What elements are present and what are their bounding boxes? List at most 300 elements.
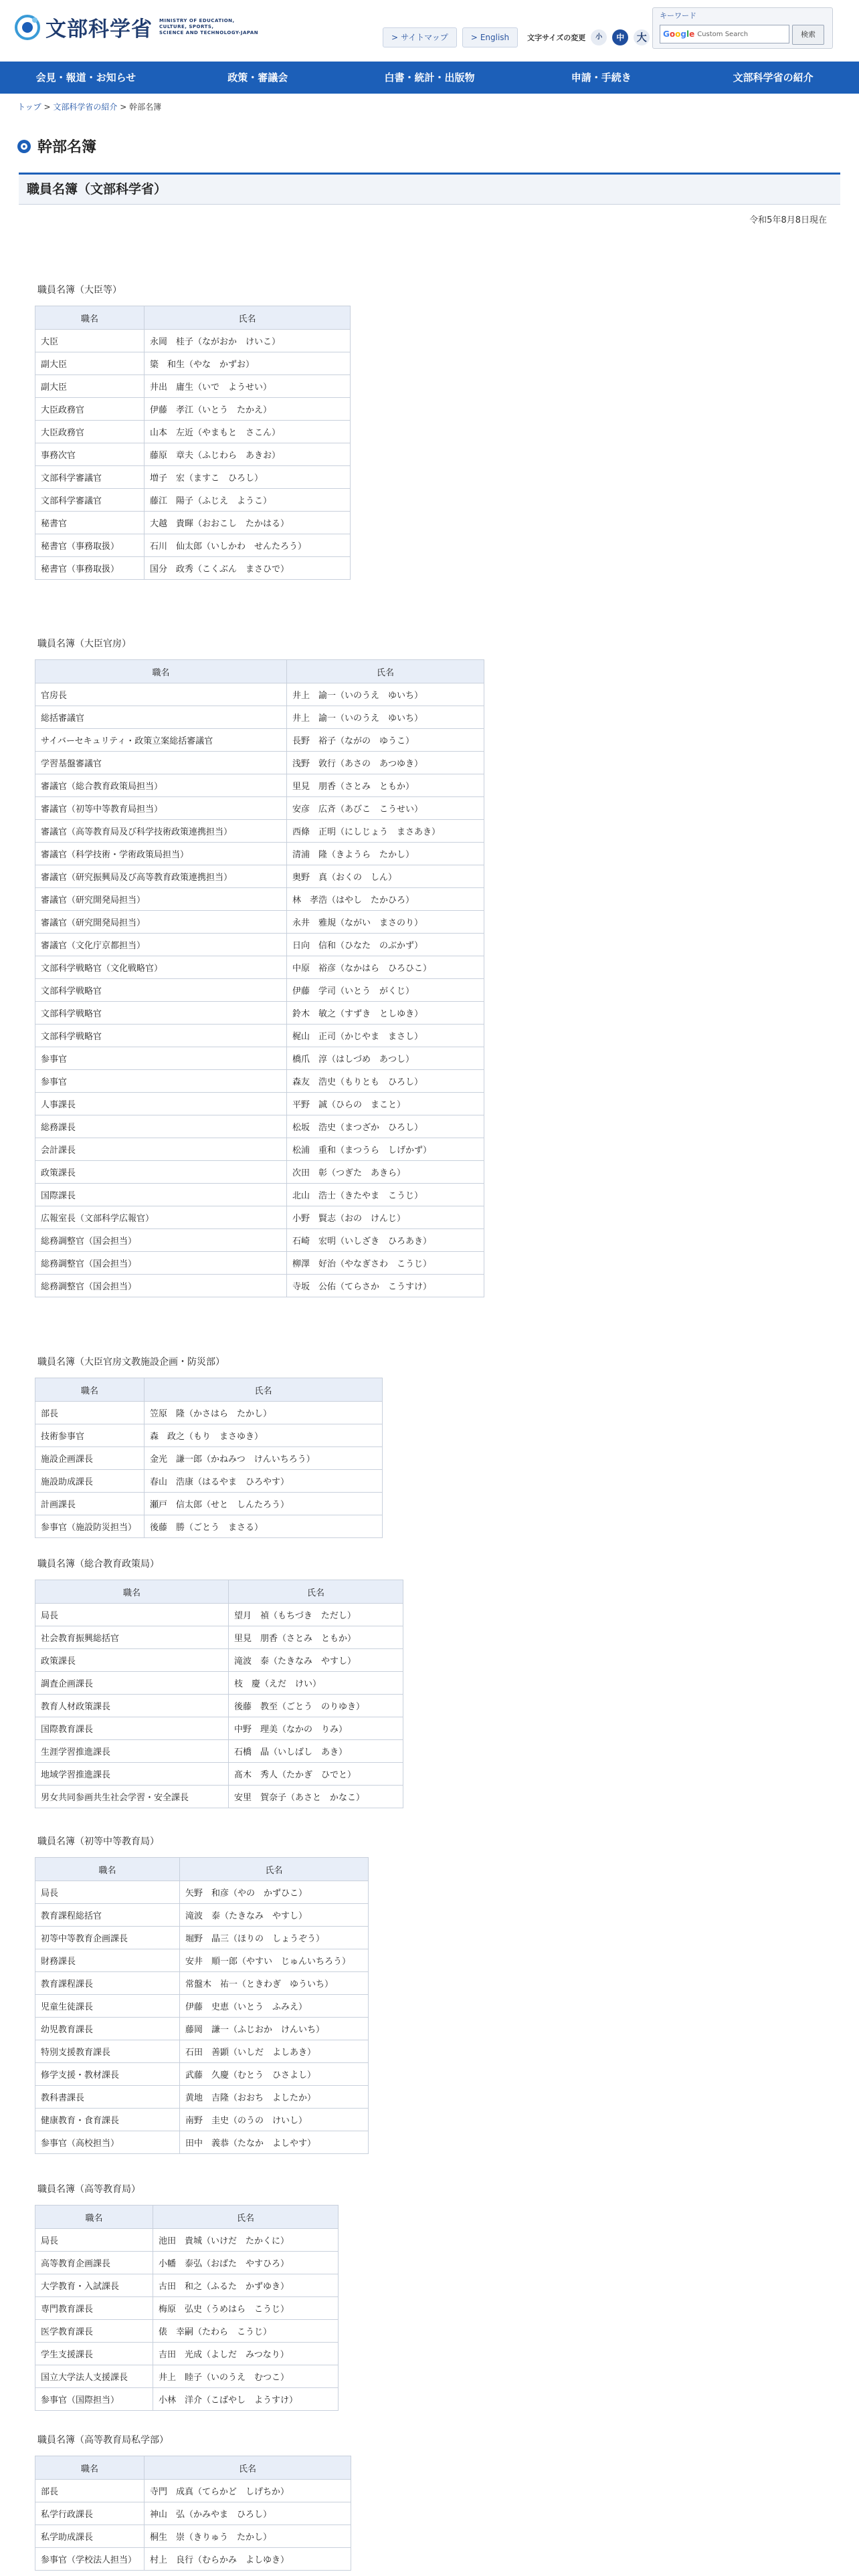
table-row	[35, 1927, 369, 1949]
table-row	[35, 2086, 369, 2109]
name-cell: 武藤 久慶（むとう ひさよし）	[180, 2063, 369, 2086]
post-cell: 参事官（高校担当）	[35, 2131, 180, 2154]
name-cell: 国分 政秀（こくぶん まさひで）	[145, 557, 351, 580]
name-cell: 安井 順一郎（やすい じゅんいちろう）	[180, 1949, 369, 1972]
post-cell: 秘書官（事務取扱）	[35, 557, 145, 580]
post-cell: 政策課長	[35, 1161, 287, 1184]
name-cell: 石川 仙太郎（いしかわ せんたろう）	[145, 534, 351, 557]
table-row	[35, 1402, 383, 1424]
name-cell: 里見 朋香（さとみ ともか）	[229, 1626, 403, 1649]
table-row	[35, 2480, 351, 2502]
table-row	[35, 1447, 383, 1470]
staff-table-block	[35, 2182, 339, 2411]
name-cell: 柳澤 好治（やなぎさわ こうじ）	[287, 1252, 484, 1275]
post-cell: 審議官（研究振興局及び高等教育政策連携担当）	[35, 865, 287, 888]
name-cell: 常盤木 祐一（ときわぎ ゆういち）	[180, 1972, 369, 1995]
column-header-post: 職名	[35, 1378, 145, 1402]
table-caption: 職員名簿（初等中等教育局）	[37, 1836, 159, 1847]
post-cell: 政策課長	[35, 1649, 229, 1672]
name-cell: 梶山 正司（かじやま まさし）	[287, 1025, 484, 1047]
search-input[interactable]	[660, 25, 789, 43]
post-cell: 私学行政課長	[35, 2502, 145, 2525]
post-cell: 専門教育課長	[35, 2297, 153, 2320]
name-cell: 瀬戸 信太郎（せと しんたろう）	[145, 1493, 383, 1515]
table-row	[35, 1493, 383, 1515]
post-cell: 学習基盤審議官	[35, 752, 287, 774]
column-header-name: 氏名	[153, 2206, 339, 2229]
staff-table	[35, 659, 484, 1297]
staff-table	[35, 1857, 369, 2154]
post-cell: 局長	[35, 1881, 180, 1904]
name-cell: 安里 賀奈子（あさと かなこ）	[229, 1786, 403, 1808]
post-cell: 大臣	[35, 330, 145, 352]
name-cell: 石田 善顕（いしだ よしあき）	[180, 2040, 369, 2063]
staff-table-block	[35, 1834, 369, 2154]
table-row	[35, 1695, 403, 1717]
post-cell: 施設企画課長	[35, 1447, 145, 1470]
table-row	[35, 1786, 403, 1808]
mext-logo[interactable]	[15, 12, 258, 42]
post-cell: 総括審議官	[35, 706, 287, 729]
table-row	[35, 1184, 484, 1206]
post-cell: 初等中等教育企画課長	[35, 1927, 180, 1949]
post-cell: 審議官（高等教育局及び科学技術政策連携担当）	[35, 820, 287, 843]
table-row	[35, 1206, 484, 1229]
table-row	[35, 2502, 351, 2525]
table-header-row	[35, 1858, 369, 1881]
name-cell: 寺坂 公佑（てらさか こうすけ）	[287, 1275, 484, 1297]
post-cell: サイバーセキュリティ・政策立案総括審議官	[35, 729, 287, 752]
name-cell: 寺門 成真（てらかど しげちか）	[145, 2480, 351, 2502]
post-cell: 文部科学戦略官	[35, 1002, 287, 1025]
post-cell: 児童生徒課長	[35, 1995, 180, 2018]
section-heading	[19, 173, 840, 205]
name-cell: 日向 信和（ひなた のぶかず）	[287, 934, 484, 956]
post-cell: 幼児教育課長	[35, 2018, 180, 2040]
table-header-row	[35, 1378, 383, 1402]
nav-publications[interactable]: 白書・統計・出版物	[384, 72, 475, 84]
name-cell: 井出 庸生（いで ようせい）	[145, 375, 351, 398]
column-header-post: 職名	[35, 660, 287, 683]
post-cell: 副大臣	[35, 375, 145, 398]
name-cell: 髙木 秀人（たかぎ ひでと）	[229, 1763, 403, 1786]
name-cell: 清浦 隆（きようら たかし）	[287, 843, 484, 865]
column-header-post: 職名	[35, 306, 145, 330]
table-row	[35, 1161, 484, 1184]
name-cell: 長野 裕子（ながの ゆうこ）	[287, 729, 484, 752]
logo-emblem-icon	[15, 15, 40, 40]
title-bullet-icon	[17, 140, 31, 153]
post-cell: 国立大学法人支援課長	[35, 2365, 153, 2388]
post-cell: 総務調整官（国会担当）	[35, 1229, 287, 1252]
table-row	[35, 2018, 369, 2040]
table-row	[35, 683, 484, 706]
table-caption: 職員名簿（大臣官房文教施設企画・防災部）	[37, 1357, 225, 1368]
table-row	[35, 1002, 484, 1025]
staff-table	[35, 1580, 403, 1808]
post-cell: 国際課長	[35, 1184, 287, 1206]
table-row	[35, 706, 484, 729]
post-cell: 参事官	[35, 1070, 287, 1093]
table-row	[35, 2525, 351, 2548]
name-cell: 堀野 晶三（ほりの しょうぞう）	[180, 1927, 369, 1949]
name-cell: 次田 彰（つぎた あきら）	[287, 1161, 484, 1184]
post-cell: 学生支援課長	[35, 2343, 153, 2365]
name-cell: 松浦 重和（まつうら しげかず）	[287, 1138, 484, 1161]
table-row	[35, 752, 484, 774]
name-cell: 笠原 隆（かさはら たかし）	[145, 1402, 383, 1424]
table-row	[35, 534, 351, 557]
page-title: 幹部名簿	[37, 139, 97, 156]
post-cell: 文部科学戦略官	[35, 1025, 287, 1047]
breadcrumb	[17, 101, 161, 112]
name-cell: 伊藤 孝江（いとう たかえ）	[145, 398, 351, 421]
table-row	[35, 1740, 403, 1763]
name-cell: 後藤 勝（ごとう まさる）	[145, 1515, 383, 1538]
name-cell: 田中 義恭（たなか よしやす）	[180, 2131, 369, 2154]
nav-about[interactable]: 文部科学省の紹介	[733, 72, 814, 84]
name-cell: 黄地 吉隆（おおち よしたか）	[180, 2086, 369, 2109]
search-label: キーワード	[660, 11, 696, 20]
post-cell: 大臣政務官	[35, 421, 145, 443]
table-row	[35, 2040, 369, 2063]
table-row	[35, 1763, 403, 1786]
nav-applications[interactable]: 申請・手続き	[571, 72, 632, 84]
table-row	[35, 774, 484, 797]
table-row	[35, 911, 484, 934]
post-cell: 参事官（施設防災担当）	[35, 1515, 145, 1538]
post-cell: 大学教育・入試課長	[35, 2274, 153, 2297]
table-header-row	[35, 1580, 403, 1604]
name-cell: 中野 理美（なかの りみ）	[229, 1717, 403, 1740]
table-caption: 職員名簿（大臣等）	[37, 285, 122, 296]
font-size-label: 文字サイズの変更	[527, 33, 586, 42]
table-row	[35, 2365, 339, 2388]
global-nav	[0, 62, 859, 94]
name-cell: 森友 浩史（もりとも ひろし）	[287, 1070, 484, 1093]
name-cell: 藤原 章夫（ふじわら あきお）	[145, 443, 351, 466]
post-cell: 審議官（研究開発局担当）	[35, 911, 287, 934]
staff-table-block	[35, 1355, 383, 1538]
name-cell: 里見 朋香（さとみ ともか）	[287, 774, 484, 797]
name-cell: 松坂 浩史（まつざか ひろし）	[287, 1115, 484, 1138]
table-row	[35, 1275, 484, 1297]
name-cell: 伊藤 学司（いとう がくじ）	[287, 979, 484, 1002]
column-header-post: 職名	[35, 2206, 153, 2229]
table-header-row	[35, 2206, 339, 2229]
name-cell: 望月 禎（もちづき ただし）	[229, 1604, 403, 1626]
staff-table-block	[35, 1557, 403, 1808]
table-row	[35, 888, 484, 911]
column-header-post: 職名	[35, 1580, 229, 1604]
name-cell: 永井 雅規（ながい まさのり）	[287, 911, 484, 934]
font-size-small-button[interactable]: 小	[591, 29, 607, 45]
page-title-area	[17, 136, 96, 156]
table-caption: 職員名簿（高等教育局）	[37, 2184, 140, 2195]
table-row	[35, 1138, 484, 1161]
sitemap-link[interactable]: > サイトマップ	[383, 27, 457, 47]
table-row	[35, 489, 351, 512]
name-cell: 桐生 崇（きりゅう たかし）	[145, 2525, 351, 2548]
table-row	[35, 1972, 369, 1995]
post-cell: 文部科学戦略官	[35, 979, 287, 1002]
table-row	[35, 2388, 339, 2411]
post-cell: 官房長	[35, 683, 287, 706]
name-cell: 古田 和之（ふるた かずゆき）	[153, 2274, 339, 2297]
post-cell: 教育人材政策課長	[35, 1695, 229, 1717]
name-cell: 大越 貴暉（おおこし たかはる）	[145, 512, 351, 534]
table-row	[35, 1672, 403, 1695]
google-logo: Google	[663, 29, 695, 39]
name-cell: 平野 誠（ひらの まこと）	[287, 1093, 484, 1115]
column-header-post: 職名	[35, 2456, 145, 2480]
post-cell: 審議官（科学技術・学術政策局担当）	[35, 843, 287, 865]
name-cell: 井上 睦子（いのうえ むつこ）	[153, 2365, 339, 2388]
table-row	[35, 1070, 484, 1093]
nav-press[interactable]: 会見・報道・お知らせ	[35, 72, 136, 84]
name-cell: 春山 浩康（はるやま ひろやす）	[145, 1470, 383, 1493]
table-row	[35, 1995, 369, 2018]
name-cell: 村上 良行（むらかみ よしゆき）	[145, 2548, 351, 2571]
table-caption: 職員名簿（高等教育局私学部）	[37, 2435, 169, 2446]
table-row	[35, 330, 351, 352]
table-row	[35, 1047, 484, 1070]
table-row	[35, 421, 351, 443]
name-cell: 後藤 教至（ごとう のりゆき）	[229, 1695, 403, 1717]
staff-table-block	[35, 283, 351, 580]
table-row	[35, 352, 351, 375]
post-cell: 医学教育課長	[35, 2320, 153, 2343]
post-cell: 特別支援教育課長	[35, 2040, 180, 2063]
name-cell: 池田 貴城（いけだ たかくに）	[153, 2229, 339, 2252]
name-cell: 井上 諭一（いのうえ ゆいち）	[287, 683, 484, 706]
table-row	[35, 1229, 484, 1252]
name-cell: 吉田 光成（よしだ みつなり）	[153, 2343, 339, 2365]
column-header-name: 氏名	[287, 660, 484, 683]
staff-table	[35, 306, 351, 580]
table-row	[35, 557, 351, 580]
table-row	[35, 2343, 339, 2365]
search-button[interactable]: 検索	[792, 25, 824, 45]
breadcrumb-current: 幹部名簿	[129, 102, 162, 112]
post-cell: 施設助成課長	[35, 1470, 145, 1493]
post-cell: 文部科学戦略官（文化戦略官）	[35, 956, 287, 979]
table-row	[35, 2229, 339, 2252]
table-row	[35, 1904, 369, 1927]
post-cell: 技術参事官	[35, 1424, 145, 1447]
name-cell: 俵 幸嗣（たわら こうじ）	[153, 2320, 339, 2343]
table-row	[35, 865, 484, 888]
nav-policy[interactable]: 政策・審議会	[227, 72, 288, 84]
name-cell: 小林 洋介（こばやし ようすけ）	[153, 2388, 339, 2411]
post-cell: 財務課長	[35, 1949, 180, 1972]
site-header	[0, 0, 859, 62]
name-cell: 奥野 真（おくの しん）	[287, 865, 484, 888]
table-row	[35, 956, 484, 979]
post-cell: 私学助成課長	[35, 2525, 145, 2548]
breadcrumb-separator: >	[120, 102, 127, 112]
table-caption: 職員名簿（総合教育政策局）	[37, 1559, 159, 1570]
logo-english: MINISTRY OF EDUCATION, CULTURE, SPORTS, SCIENCE AND TECHNOLOGY-JAPAN	[159, 18, 259, 35]
post-cell: 大臣政務官	[35, 398, 145, 421]
name-cell: 梅原 弘史（うめはら こうじ）	[153, 2297, 339, 2320]
table-row	[35, 1949, 369, 1972]
name-cell: 藤江 陽子（ふじえ ようこ）	[145, 489, 351, 512]
post-cell: 審議官（総合教育政策局担当）	[35, 774, 287, 797]
table-row	[35, 1649, 403, 1672]
name-cell: 林 孝浩（はやし たかひろ）	[287, 888, 484, 911]
name-cell: 中原 裕彦（なかはら ひろひこ）	[287, 956, 484, 979]
staff-table	[35, 2205, 339, 2411]
column-header-name: 氏名	[145, 2456, 351, 2480]
post-cell: 総務調整官（国会担当）	[35, 1275, 287, 1297]
breadcrumb-separator: >	[43, 102, 51, 112]
post-cell: 文部科学審議官	[35, 466, 145, 489]
column-header-name: 氏名	[229, 1580, 403, 1604]
post-cell: 審議官（研究開発局担当）	[35, 888, 287, 911]
table-row	[35, 466, 351, 489]
name-cell: 枝 慶（えだ けい）	[229, 1672, 403, 1695]
post-cell: 審議官（初等中等教育局担当）	[35, 797, 287, 820]
table-row	[35, 1470, 383, 1493]
name-cell: 永岡 桂子（ながおか けいこ）	[145, 330, 351, 352]
post-cell: 高等教育企画課長	[35, 2252, 153, 2274]
post-cell: 副大臣	[35, 352, 145, 375]
post-cell: 計画課長	[35, 1493, 145, 1515]
table-row	[35, 2320, 339, 2343]
table-row	[35, 934, 484, 956]
name-cell: 安彦 広斉（あびこ こうせい）	[287, 797, 484, 820]
search-box	[652, 7, 833, 49]
post-cell: 総務課長	[35, 1115, 287, 1138]
post-cell: 教育課程課長	[35, 1972, 180, 1995]
name-cell: 石崎 宏明（いしざき ひろあき）	[287, 1229, 484, 1252]
name-cell: 簗 和生（やな かずお）	[145, 352, 351, 375]
post-cell: 部長	[35, 1402, 145, 1424]
table-row	[35, 375, 351, 398]
table-row	[35, 398, 351, 421]
name-cell: 神山 弘（かみやま ひろし）	[145, 2502, 351, 2525]
post-cell: 秘書官（事務取扱）	[35, 534, 145, 557]
name-cell: 石橋 晶（いしばし あき）	[229, 1740, 403, 1763]
table-row	[35, 1025, 484, 1047]
table-row	[35, 979, 484, 1002]
as-of-date: 令和5年8月8日現在	[749, 215, 827, 225]
breadcrumb-home[interactable]: トップ	[17, 102, 41, 112]
name-cell: 滝波 泰（たきなみ やすし）	[229, 1649, 403, 1672]
post-cell: 人事課長	[35, 1093, 287, 1115]
utility-links	[383, 27, 650, 47]
post-cell: 局長	[35, 1604, 229, 1626]
name-cell: 山本 左近（やまもと さこん）	[145, 421, 351, 443]
post-cell: 社会教育振興総括官	[35, 1626, 229, 1649]
table-row	[35, 1881, 369, 1904]
table-row	[35, 1717, 403, 1740]
name-cell: 森 政之（もり まさゆき）	[145, 1424, 383, 1447]
post-cell: 文部科学審議官	[35, 489, 145, 512]
table-row	[35, 1515, 383, 1538]
post-cell: 参事官（国際担当）	[35, 2388, 153, 2411]
name-cell: 藤岡 謙一（ふじおか けんいち）	[180, 2018, 369, 2040]
logo-text: 文部科学省	[45, 17, 153, 41]
post-cell: 総務調整官（国会担当）	[35, 1252, 287, 1275]
column-header-name: 氏名	[180, 1858, 369, 1881]
section-title: 職員名簿（文部科学省）	[27, 182, 167, 197]
post-cell: 生涯学習推進課長	[35, 1740, 229, 1763]
name-cell: 小幡 泰弘（おばた やすひろ）	[153, 2252, 339, 2274]
name-cell: 伊藤 史恵（いとう ふみえ）	[180, 1995, 369, 2018]
name-cell: 井上 諭一（いのうえ ゆいち）	[287, 706, 484, 729]
table-header-row	[35, 660, 484, 683]
post-cell: 修学支援・教材課長	[35, 2063, 180, 2086]
name-cell: 鈴木 敏之（すずき としゆき）	[287, 1002, 484, 1025]
name-cell: 橋爪 淳（はしづめ あつし）	[287, 1047, 484, 1070]
name-cell: 金光 謙一郎（かねみつ けんいちろう）	[145, 1447, 383, 1470]
column-header-name: 氏名	[145, 306, 351, 330]
table-row	[35, 443, 351, 466]
post-cell: 教育課程総括官	[35, 1904, 180, 1927]
table-row	[35, 2297, 339, 2320]
post-cell: 審議官（文化庁京都担当）	[35, 934, 287, 956]
table-row	[35, 2131, 369, 2154]
staff-table	[35, 1378, 383, 1538]
search-placeholder: Custom Search	[697, 30, 749, 38]
table-row	[35, 1252, 484, 1275]
post-cell: 部長	[35, 2480, 145, 2502]
name-cell: 矢野 和彦（やの かずひこ）	[180, 1881, 369, 1904]
post-cell: 秘書官	[35, 512, 145, 534]
table-row	[35, 2252, 339, 2274]
post-cell: 地域学習推進課長	[35, 1763, 229, 1786]
font-size-large-button[interactable]: 大	[634, 29, 650, 45]
staff-table-block	[35, 2433, 351, 2571]
font-size-medium-button[interactable]: 中	[612, 29, 628, 45]
table-caption: 職員名簿（大臣官房）	[37, 639, 131, 649]
post-cell: 健康教育・食育課長	[35, 2109, 180, 2131]
post-cell: 会計課長	[35, 1138, 287, 1161]
table-row	[35, 843, 484, 865]
breadcrumb-intro[interactable]: 文部科学省の紹介	[53, 102, 118, 112]
table-row	[35, 1093, 484, 1115]
table-row	[35, 797, 484, 820]
name-cell: 小野 賢志（おの けんじ）	[287, 1206, 484, 1229]
name-cell: 西條 正明（にしじょう まさあき）	[287, 820, 484, 843]
table-row	[35, 512, 351, 534]
table-row	[35, 1424, 383, 1447]
table-row	[35, 1604, 403, 1626]
staff-table	[35, 2456, 351, 2571]
english-link[interactable]: > English	[462, 27, 518, 47]
post-cell: 国際教育課長	[35, 1717, 229, 1740]
post-cell: 教科書課長	[35, 2086, 180, 2109]
table-row	[35, 820, 484, 843]
table-row	[35, 2274, 339, 2297]
name-cell: 南野 圭史（のうの けいし）	[180, 2109, 369, 2131]
table-row	[35, 2548, 351, 2571]
table-row	[35, 1115, 484, 1138]
post-cell: 局長	[35, 2229, 153, 2252]
post-cell: 参事官	[35, 1047, 287, 1070]
table-row	[35, 2109, 369, 2131]
column-header-name: 氏名	[145, 1378, 383, 1402]
post-cell: 参事官（学校法人担当）	[35, 2548, 145, 2571]
table-header-row	[35, 306, 351, 330]
column-header-post: 職名	[35, 1858, 180, 1881]
table-header-row	[35, 2456, 351, 2480]
table-row	[35, 1626, 403, 1649]
post-cell: 調査企画課長	[35, 1672, 229, 1695]
post-cell: 男女共同参画共生社会学習・安全課長	[35, 1786, 229, 1808]
